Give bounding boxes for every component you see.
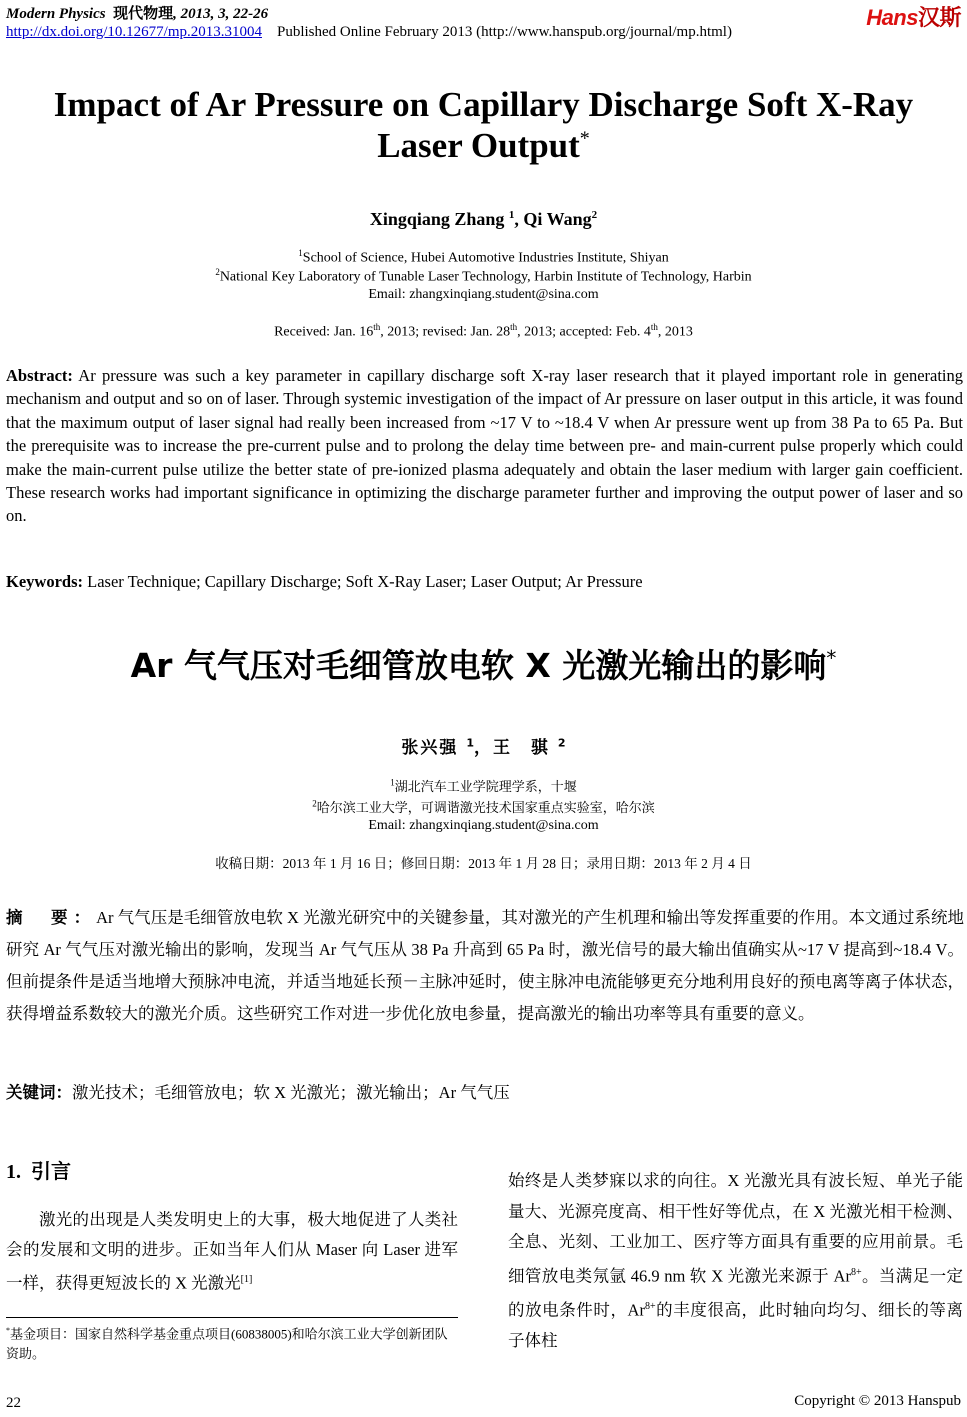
english-authors (0, 209, 967, 230)
english-title-line1: Impact of Ar Pressure on Capillary Discharge Soft X-Ray (53, 85, 914, 124)
english-keywords (6, 572, 643, 592)
english-email: Email: zhangxinqiang.student@sina.com (368, 287, 599, 302)
received-sup: th (373, 322, 381, 332)
english-title-line2: Laser Output (377, 126, 580, 165)
chinese-email: Email: zhangxinqiang.student@sina.com (368, 818, 599, 833)
received-date: Received: Jan. 16 (274, 324, 374, 340)
chinese-title-mark: * (826, 646, 837, 670)
journal-name-cn: 现代物理 (113, 6, 174, 22)
cn-keywords-text: 激光技术；毛细管放电；软 X 光激光；激光输出；Ar 气气压 (72, 1083, 510, 1102)
author-separator: , (514, 209, 524, 229)
section-title: 引言 (31, 1159, 71, 1183)
author-1-sup: 1 (508, 209, 515, 221)
cn-author-1-sup: 1 (466, 736, 474, 750)
keywords-label: Keywords: (6, 572, 83, 591)
keywords-text: Laser Technique; Capillary Discharge; Soft X-Ray Laser; Laser Output; Ar Pressure (83, 572, 643, 591)
hanspub-logo (866, 1, 961, 32)
chinese-abstract (6, 902, 964, 1030)
abstract-label: Abstract: (6, 366, 73, 385)
author-1: Xingqiang Zhang (369, 209, 505, 229)
accepted-date: , 2013; accepted: Feb. 4 (517, 324, 651, 340)
logo-text-en: Hans (866, 5, 918, 30)
english-dates (0, 322, 967, 341)
cn-affiliation-1 (0, 776, 967, 795)
accepted-year: , 2013 (657, 324, 693, 340)
left-column-text (6, 1205, 458, 1299)
aff-1-text: School of Science, Hubei Automotive Industries Institute, Shiyan (302, 250, 669, 266)
cn-aff-2-text: 哈尔滨工业大学，可调谐激光技术国家重点实验室，哈尔滨 (316, 800, 655, 815)
footnote-mark: * (6, 1326, 10, 1335)
author-2-sup: 2 (591, 209, 598, 221)
reference-1[interactable]: [1] (240, 1274, 253, 1285)
revised-sup: th (510, 322, 518, 332)
right-column-text (508, 1166, 963, 1356)
title-footnote-mark: * (579, 127, 590, 150)
cn-author-sep: ， (474, 738, 493, 758)
cn-abstract-text: Ar 气气压是毛细管放电软 X 光激光研究中的关键参量，其对激光的产生机理和输出等发挥重要的作用。本文通过系统地研究 Ar 气气压对激光输出的影响，发现当 Ar 气气压从 38 Pa 升高到 65 Pa 时，激光信号的最大输出值确实从~17 V 提高到~18.4 V。但前提条件是适当地增大预脉冲电流，并适当地延长预－主脉冲延时，使主脉冲电流能够更充分地利用良好的预电离等离子体状态，获得增益系数较大的激光介质。这些研究工作对进一步优化放电参量，提高激光的输出功率等具有重要的意义。 (6, 908, 964, 1023)
funding-footnote (6, 1321, 458, 1364)
section-number: 1. (6, 1161, 21, 1183)
aff-2-sup: 2 (215, 267, 220, 277)
publication-line (6, 24, 732, 41)
cn-author-2: 王 骐 (493, 738, 550, 758)
english-title (0, 84, 967, 166)
cn-keywords-label: 关键词： (6, 1083, 72, 1102)
aff-1-sup: 1 (298, 248, 303, 258)
affiliation-2 (0, 267, 967, 286)
logo-text-cn: 汉斯 (917, 5, 961, 30)
abstract-text: Ar pressure was such a key parameter in capillary discharge soft X-ray laser research that it played important role in generating mechanism and output and so on of laser. Through systemic investigation of the impact of Ar pressure on laser output in this article, it was found that the maximum output of laser signal had really been increased from ~17 V to ~18.4 V when Ar pressure went up from 38 Pa to 65 Pa. But the prerequisite was to increase the pre-current pulse and to prolong the delay time between pre- and main-current pulse properly which could make the main-current pulse utilize the better state of pre-ionized plasma adequately and obtain the laser medium with larger gain coefficient. These research works had important significance in optimizing the discharge parameter further and improving the output power of laser and so on. (6, 366, 963, 526)
cn-author-1: 张兴强 (401, 738, 459, 758)
footnote-divider (6, 1317, 458, 1318)
footnote-text: 基金项目：国家自然科学基金重点项目(60838005)和哈尔滨工业大学创新团队资助。 (6, 1326, 448, 1362)
cn-affiliation-2 (0, 797, 967, 816)
accepted-sup: th (650, 322, 658, 332)
page-number: 22 (6, 1395, 21, 1411)
published-online: Published Online February 2013 (http://www.hanspub.org/journal/mp.html) (276, 24, 732, 40)
right-paragraph-a: 始终是人类梦寐以求的向往。X 光激光具有波长短、单光子能量大、光源亮度高、相干性好等优点，在 X 光激光相干检测、全息、光刻、工业加工、医疗等方面具有重要的应用前景。毛细管放电类氖氩 46.9 nm 软 X 光激光来源于 Ar (508, 1171, 963, 1285)
copyright-notice: Copyright © 2013 Hanspub (794, 1393, 961, 1409)
journal-name: Modern Physics (6, 6, 106, 22)
ion-charge-sup-2: 8+ (644, 1300, 656, 1312)
cn-aff-1-sup: 1 (390, 777, 395, 788)
journal-header (6, 2, 268, 23)
chinese-authors (0, 733, 967, 758)
section-heading (6, 1155, 71, 1184)
journal-citation: , 2013, 3, 22-26 (173, 6, 269, 22)
doi-link[interactable]: http://dx.doi.org/10.12677/mp.2013.31004 (6, 24, 262, 40)
chinese-dates: 收稿日期：2013 年 1 月 16 日；修回日期：2013 年 1 月 28 日；录用日期：2013 年 2 月 4 日 (215, 856, 752, 871)
chinese-title-text: Ar 气气压对毛细管放电软 X 光激光输出的影响 (130, 646, 827, 685)
cn-aff-2-sup: 2 (312, 798, 317, 809)
affiliation-1 (0, 248, 967, 267)
ion-charge-sup-1: 8+ (850, 1266, 862, 1278)
chinese-keywords (6, 1079, 510, 1103)
right-paragraph-b: 。当满足一定的放电条件时，Ar (508, 1266, 963, 1319)
right-paragraph-c: 的丰度很高，此时轴向均匀、细长的等离子体柱 (508, 1300, 963, 1350)
cn-abstract-label: 摘 要： (6, 908, 97, 927)
cn-aff-1-text: 湖北汽车工业学院理学系，十堰 (394, 779, 577, 794)
chinese-title (0, 640, 967, 687)
aff-2-text: National Key Laboratory of Tunable Laser Technology, Harbin Institute of Technology, Harbin (219, 269, 752, 285)
cn-author-2-sup: 2 (557, 736, 566, 750)
revised-date: , 2013; revised: Jan. 28 (380, 324, 511, 340)
english-abstract (6, 364, 963, 528)
left-paragraph: 激光的出现是人类发明史上的大事，极大地促进了人类社会的发展和文明的进步。正如当年人们从 Maser 向 Laser 进军一样，获得更短波长的 X 光激光 (6, 1210, 458, 1293)
author-2: Qi Wang (523, 209, 592, 229)
